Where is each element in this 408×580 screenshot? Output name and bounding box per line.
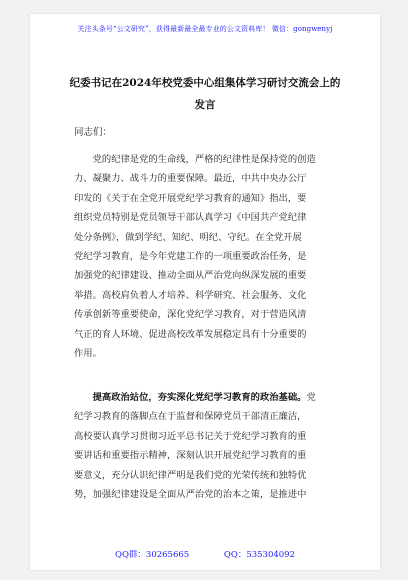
footer <box>30 548 380 560</box>
section-heading: 提高政治站位，夯实深化党纪学习教育的政治基础。 <box>92 392 307 403</box>
paragraph-line: 传承创新等重要使命，深化党纪学习教育，对于营造风清 <box>74 309 307 321</box>
paragraph-line: 要意义，充分认识纪律严明是我们党的光荣传统和独特优 <box>74 469 307 481</box>
paragraph-2-line <box>74 388 378 407</box>
footer-qq: QQ：535304092 <box>223 550 295 560</box>
paragraph-line: 加强党的纪律建设、推动全面从严治党向纵深发展的重要 <box>74 270 307 282</box>
paragraph-line: 组织党员特别是党员领导干部认真学习《中国共产党纪律 <box>74 212 307 224</box>
header-banner: 关注头条号“公文研究”，获得最新最全最专业的公文资料库！ 微信：gongwenyj <box>77 25 333 33</box>
paragraph-line: 党纪学习教育，是今年党建工作的一项重要政治任务，是 <box>74 251 307 263</box>
paragraph-line: 举措。高校肩负着人才培养、科学研究、社会服务、文化 <box>74 289 307 301</box>
paragraph-2 <box>74 388 378 504</box>
footer-qq-group: QQ群：30265665 <box>114 550 190 560</box>
title-line-1: 纪委书记在2024年校党委中心组集体学习研讨交流会上的 <box>69 77 341 89</box>
title-line-2: 发言 <box>194 99 216 111</box>
paragraph-line: 力、凝聚力、战斗力的重要保障。最近，中共中央办公厅 <box>74 173 307 185</box>
paragraph-line: 作用。 <box>74 348 102 360</box>
paragraph-line: 气正的育人环境、促进高校改革发展稳定具有十分重要的 <box>74 328 307 340</box>
document-title <box>44 72 366 116</box>
paragraph-line: 高校要认真学习贯彻习近平总书记关于党纪学习教育的重 <box>74 430 307 442</box>
paragraph-line: 处分条例》，做到学纪、知纪、明纪、守纪。在全党开展 <box>74 231 302 243</box>
paragraph-line: 势，加强纪律建设是全面从严治党的治本之策，是推进中 <box>74 489 307 501</box>
paragraph-line: 党的纪律是党的生命线，严格的纪律性是保持党的创造 <box>92 154 316 165</box>
paragraph-line: 要讲话和重要指示精神，深刻认识开展党纪学习教育的重 <box>74 450 307 462</box>
heading-tail: 党 <box>306 392 316 403</box>
paragraph-line: 印发的《关于在全党开展党纪学习教育的通知》指出，要 <box>74 192 307 204</box>
salutation: 同志们： <box>74 127 113 138</box>
paragraph-1 <box>74 150 378 363</box>
paragraph-line: 纪学习教育的落脚点在于监督和保障党员干部清正廉洁， <box>74 411 307 423</box>
document-page <box>30 14 380 570</box>
